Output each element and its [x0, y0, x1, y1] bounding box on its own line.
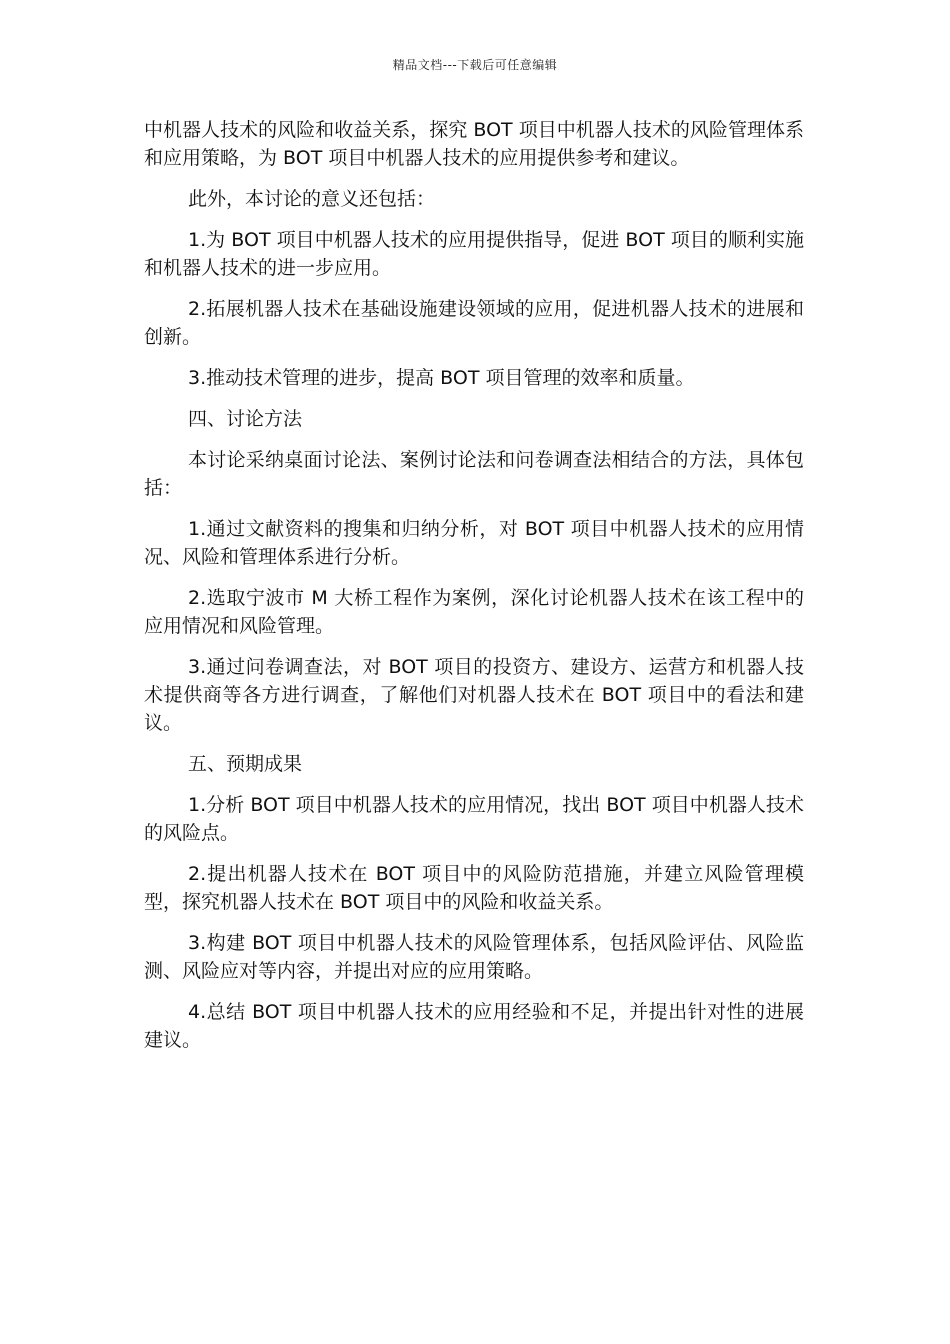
list-item-significance-1: 1.为 BOT 项目中机器人技术的应用提供指导，促进 BOT 项目的顺利实施和机器人技术的进一步应用。 — [144, 229, 804, 279]
section-heading-expected-results: 五、预期成果 — [188, 753, 303, 775]
list-item-significance-3: 3.推动技术管理的进步，提高 BOT 项目管理的效率和质量。 — [188, 367, 695, 389]
list-item-method-2: 2.选取宁波市 M 大桥工程作为案例，深化讨论机器人技术在该工程中的应用情况和风险管理。 — [144, 587, 804, 637]
document-body — [144, 116, 804, 1067]
list-item-result-1: 1.分析 BOT 项目中机器人技术的应用情况，找出 BOT 项目中机器人技术的风险点。 — [144, 794, 804, 844]
list-item-method-3: 3.通过问卷调查法，对 BOT 项目的投资方、建设方、运营方和机器人技术提供商等各方进行调查，了解他们对机器人技术在 BOT 项目中的看法和建议。 — [144, 656, 804, 734]
list-item-result-4: 4.总结 BOT 项目中机器人技术的应用经验和不足，并提出针对性的进展建议。 — [144, 1001, 804, 1051]
paragraph-methods-intro: 本讨论采纳桌面讨论法、案例讨论法和问卷调查法相结合的方法，具体包括： — [144, 449, 804, 499]
paragraph-continuation: 中机器人技术的风险和收益关系，探究 BOT 项目中机器人技术的风险管理体系和应用策略，为 BOT 项目中机器人技术的应用提供参考和建议。 — [144, 119, 804, 169]
list-item-result-3: 3.构建 BOT 项目中机器人技术的风险管理体系，包括风险评估、风险监测、风险应对等内容，并提出对应的应用策略。 — [144, 932, 804, 982]
list-item-result-2: 2.提出机器人技术在 BOT 项目中的风险防范措施，并建立风险管理模型，探究机器人技术在 BOT 项目中的风险和收益关系。 — [144, 863, 804, 913]
page-header: 精品文档---下载后可任意编辑 — [392, 58, 558, 72]
list-item-method-1: 1.通过文献资料的搜集和归纳分析，对 BOT 项目中机器人技术的应用情况、风险和管理体系进行分析。 — [144, 518, 804, 568]
list-item-significance-2: 2.拓展机器人技术在基础设施建设领域的应用，促进机器人技术的进展和创新。 — [144, 298, 804, 348]
section-heading-methods: 四、讨论方法 — [188, 408, 303, 430]
paragraph-significance-intro: 此外，本讨论的意义还包括： — [188, 188, 436, 210]
